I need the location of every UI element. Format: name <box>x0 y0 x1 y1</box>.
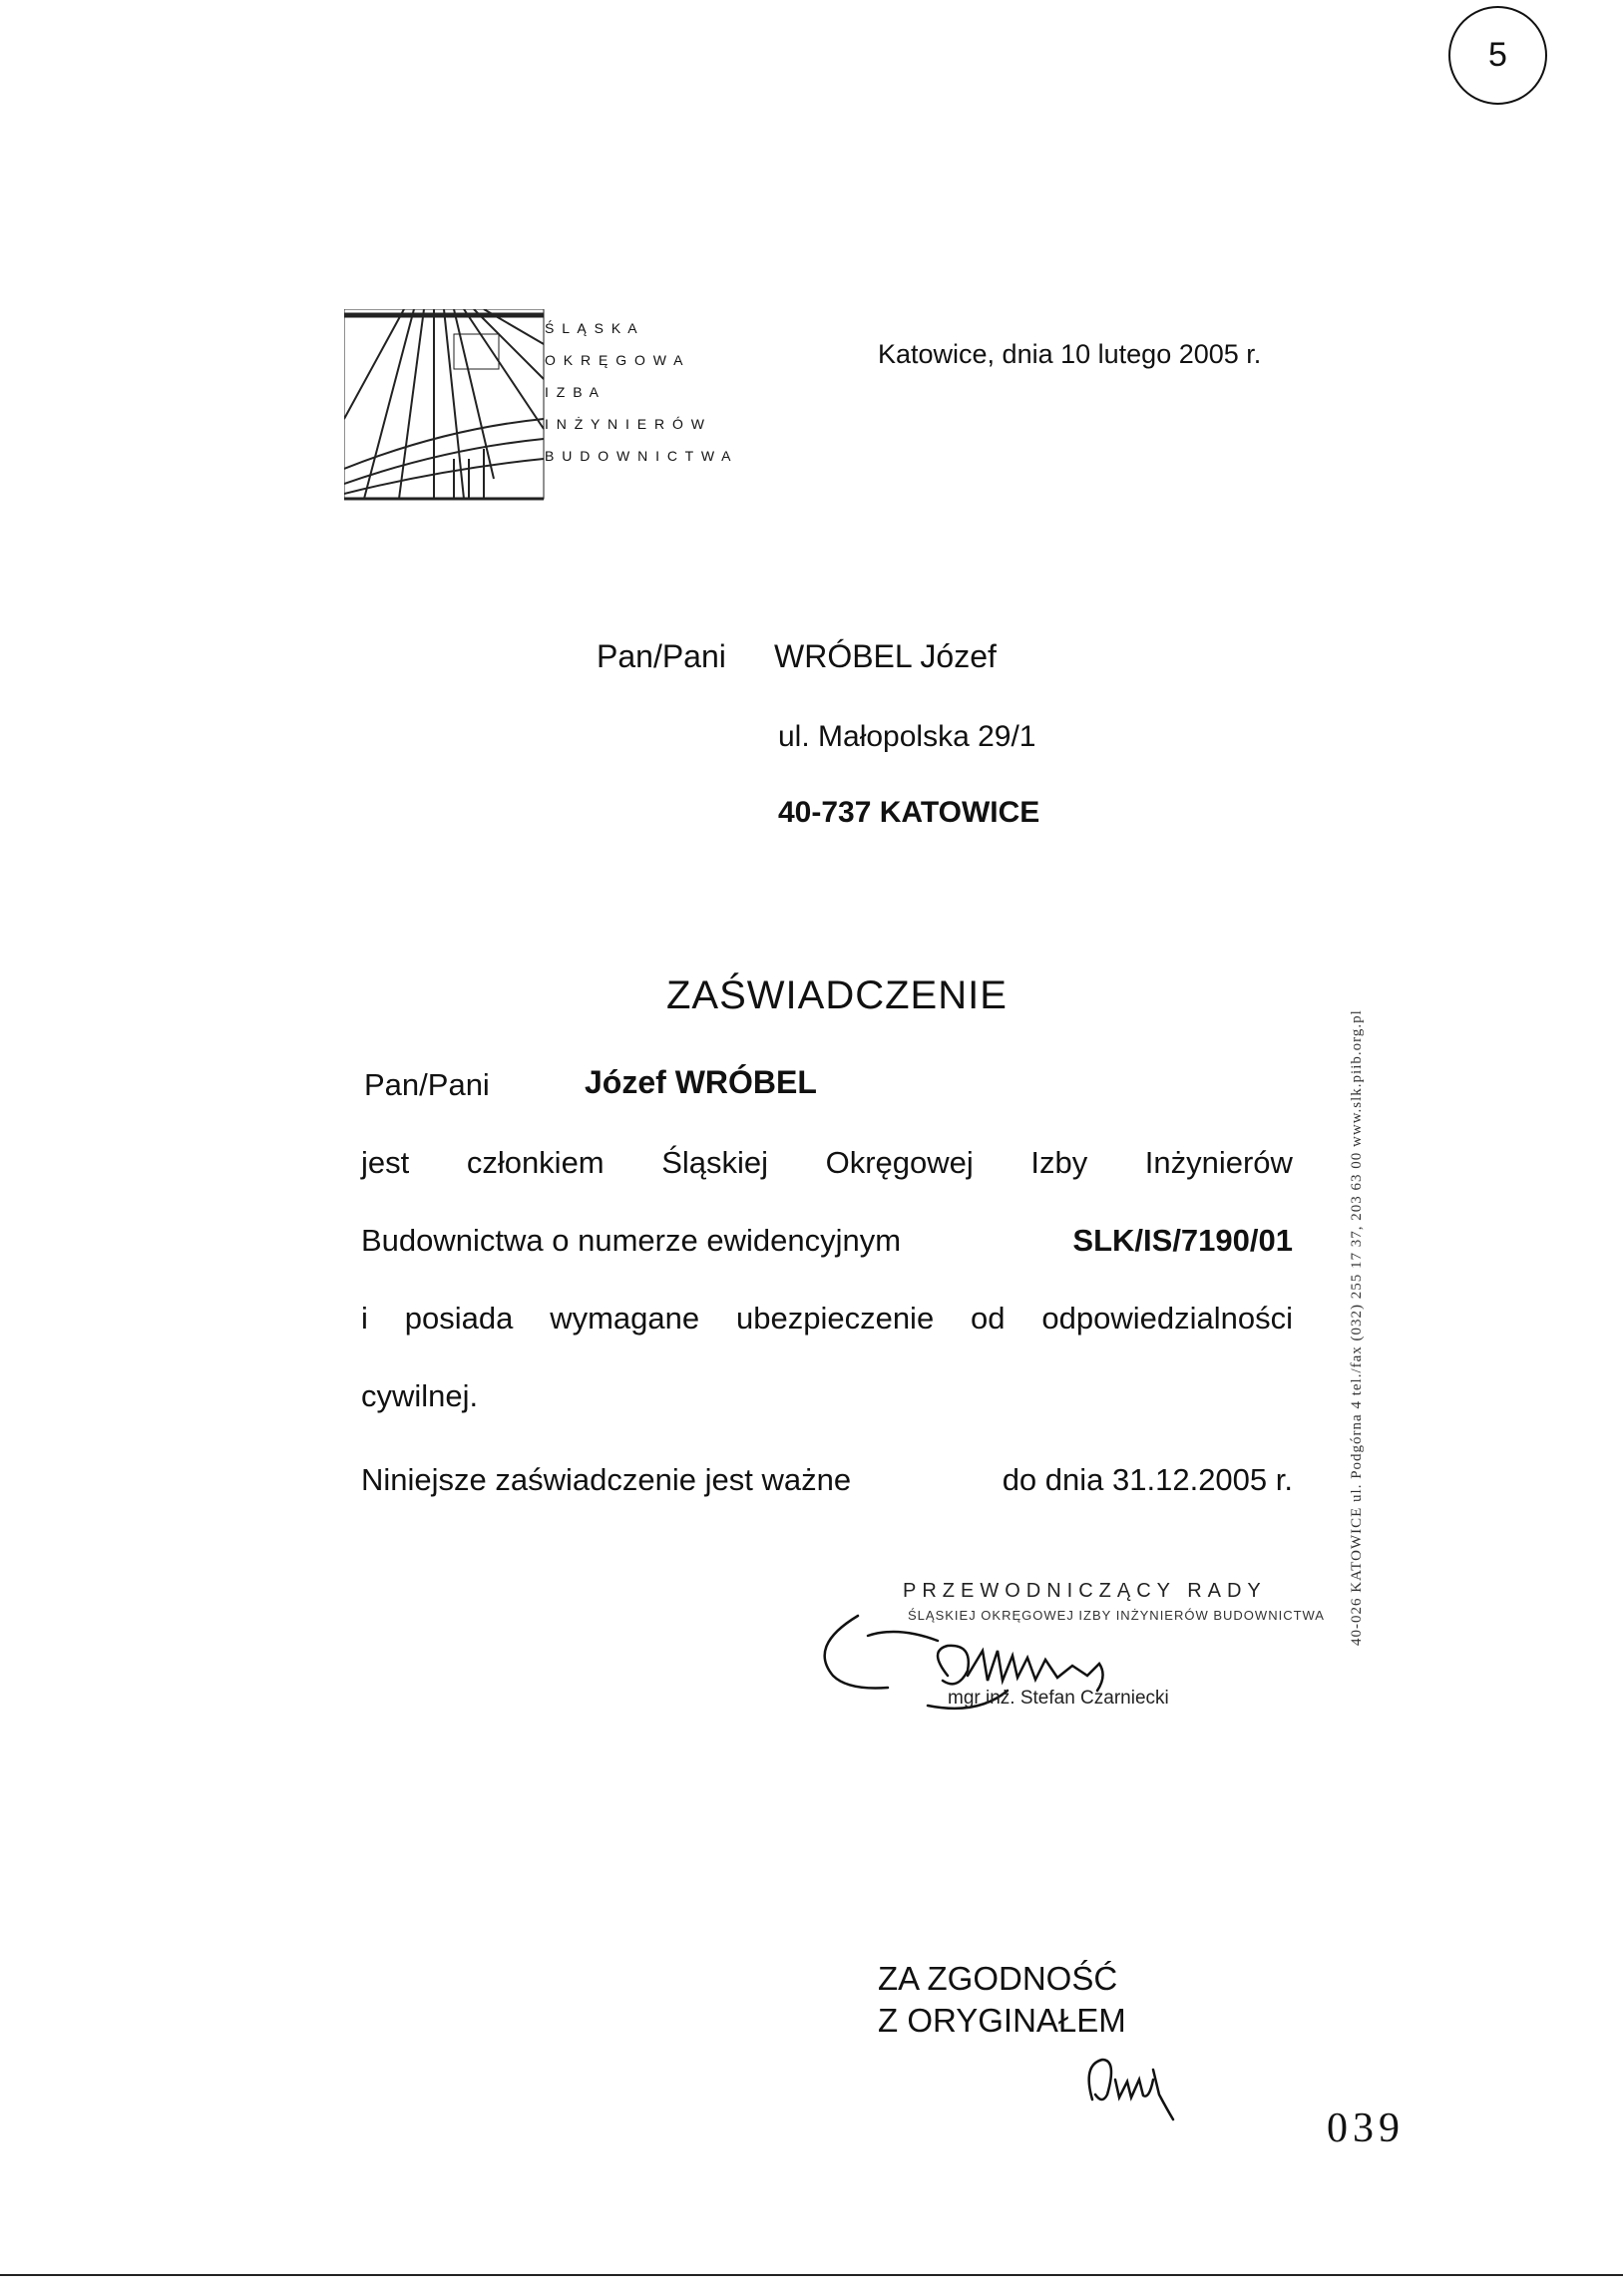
validity-text: Niniejsze zaświadczenie jest ważne <box>361 1462 852 1497</box>
certification-initials <box>1077 2040 1187 2129</box>
stamp-title: PRZEWODNICZĄCY RADY <box>903 1580 1267 1602</box>
signer-name: mgr inż. Stefan Czarniecki <box>948 1688 1169 1709</box>
word: posiada <box>404 1301 514 1336</box>
word: jest <box>361 1145 410 1180</box>
logo-line: Ś L Ą S K A <box>545 320 639 336</box>
addressee-label: Pan/Pani <box>597 638 726 674</box>
addressee-name: WRÓBEL Józef <box>774 638 997 674</box>
vertical-side-text: 40-026 KATOWICE ul. Podgórna 4 tel./fax (032) 255 17 37, 203 63 00 www.slk.piib.org.pl <box>1349 1009 1365 1646</box>
word: ubezpieczenie <box>735 1301 935 1336</box>
certification-line-2: Z ORYGINAŁEM <box>878 2002 1126 2039</box>
body-text: Budownictwa o numerze ewidencyjnym <box>361 1223 902 1258</box>
addressee-street: ul. Małopolska 29/1 <box>778 720 1036 753</box>
registration-number: SLK/IS/7190/01 <box>1072 1223 1293 1258</box>
logo-line: O K R Ę G O W A <box>545 352 685 368</box>
logo-line: I N Ż Y N I E R Ó W <box>545 416 706 432</box>
holder-label: Pan/Pani <box>364 1067 490 1102</box>
word: Okręgowej <box>825 1145 974 1180</box>
word: Śląskiej <box>661 1145 769 1180</box>
body-line-2 <box>361 1223 1293 1259</box>
page-number: 5 <box>1488 36 1507 74</box>
document-title: ZAŚWIADCZENIE <box>666 973 1008 1017</box>
logo-line: I Z B A <box>545 384 602 400</box>
certification-stamp <box>878 1958 1126 2042</box>
document-date: Katowice, dnia 10 lutego 2005 r. <box>878 339 1262 369</box>
word: od <box>971 1301 1006 1336</box>
page-number-circle <box>1448 6 1547 105</box>
chamber-logo-graphic <box>344 309 554 509</box>
validity-line <box>361 1462 1293 1498</box>
bottom-edge-line <box>0 2274 1623 2276</box>
body-line-4: cywilnej. <box>361 1378 479 1413</box>
certification-line-1: ZA ZGODNOŚĆ <box>878 1960 1118 1997</box>
word: Inżynierów <box>1144 1145 1293 1180</box>
chamber-logo-text <box>545 312 733 472</box>
validity-date: do dnia 31.12.2005 r. <box>1002 1462 1293 1497</box>
folio-number: 039 <box>1327 2105 1405 2151</box>
word: i <box>361 1301 368 1336</box>
stamp-subtitle: ŚLĄSKIEJ OKRĘGOWEJ IZBY INŻYNIERÓW BUDOWNICTWA <box>908 1608 1325 1623</box>
body-line-1 <box>361 1145 1293 1181</box>
word: odpowiedzialności <box>1041 1301 1293 1336</box>
addressee-city: 40-737 KATOWICE <box>778 796 1040 829</box>
body-line-3 <box>361 1301 1293 1337</box>
holder-name: Józef WRÓBEL <box>585 1064 817 1100</box>
word: Izby <box>1030 1145 1088 1180</box>
word: członkiem <box>466 1145 605 1180</box>
word: wymagane <box>550 1301 700 1336</box>
logo-line: B U D O W N I C T W A <box>545 448 733 464</box>
